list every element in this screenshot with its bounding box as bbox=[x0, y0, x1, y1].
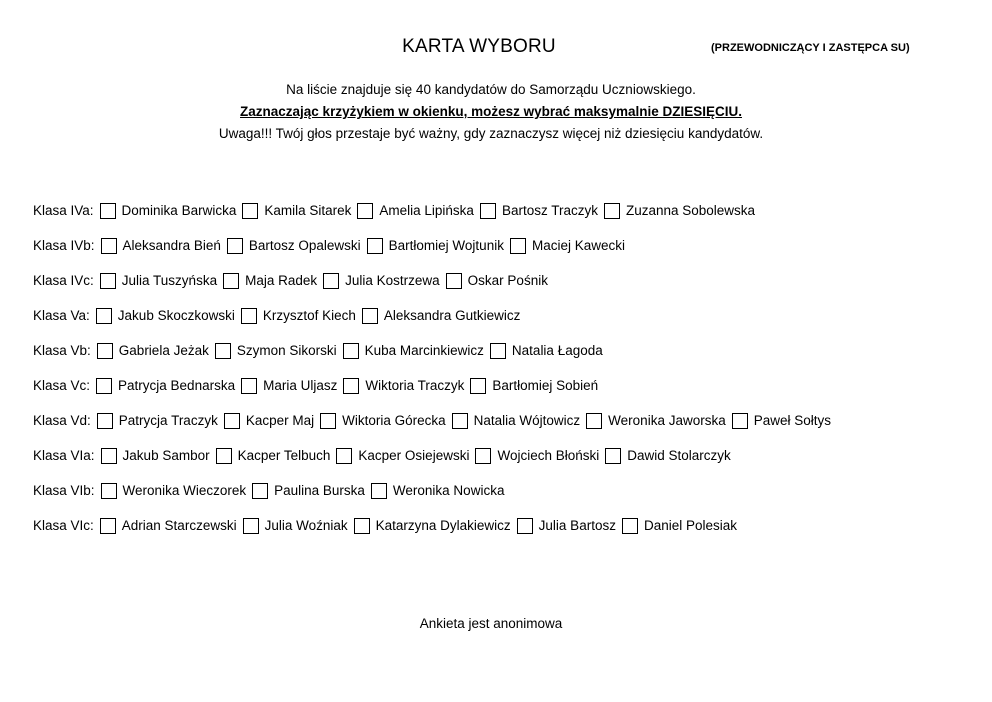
candidate-checkbox[interactable] bbox=[96, 308, 112, 324]
candidate-option bbox=[101, 483, 247, 499]
candidate-checkbox[interactable] bbox=[510, 238, 526, 254]
candidate-option bbox=[371, 483, 505, 499]
candidate-option bbox=[100, 203, 237, 219]
candidate-option bbox=[101, 238, 221, 254]
candidate-option bbox=[367, 238, 504, 254]
candidate-option bbox=[101, 448, 210, 464]
candidate-checkbox[interactable] bbox=[452, 413, 468, 429]
candidate-checkbox[interactable] bbox=[470, 378, 486, 394]
candidate-checkbox[interactable] bbox=[100, 518, 116, 534]
candidate-option bbox=[323, 273, 440, 289]
candidate-name: Oskar Pośnik bbox=[467, 273, 548, 288]
candidate-name: Krzysztof Kiech bbox=[262, 308, 356, 323]
candidate-checkbox[interactable] bbox=[227, 238, 243, 254]
candidate-checkbox[interactable] bbox=[517, 518, 533, 534]
candidate-option bbox=[227, 238, 361, 254]
candidate-name: Natalia Łagoda bbox=[511, 343, 603, 358]
candidate-checkbox[interactable] bbox=[320, 413, 336, 429]
candidate-checkbox[interactable] bbox=[480, 203, 496, 219]
candidate-checkbox[interactable] bbox=[252, 483, 268, 499]
candidate-name: Weronika Wieczorek bbox=[122, 483, 247, 498]
candidate-checkbox[interactable] bbox=[241, 308, 257, 324]
candidate-name: Daniel Polesiak bbox=[643, 518, 738, 533]
class-row bbox=[33, 263, 837, 298]
candidate-option bbox=[223, 273, 317, 289]
candidate-name: Julia Bartosz bbox=[538, 518, 616, 533]
candidate-checkbox[interactable] bbox=[101, 448, 117, 464]
footer-note: Ankieta jest anonimowa bbox=[419, 616, 563, 631]
candidate-option bbox=[216, 448, 331, 464]
instruction-line-1: Na liście znajduje się 40 kandydatów do Samorządu Uczniowskiego. bbox=[286, 82, 696, 97]
class-row bbox=[33, 508, 837, 543]
candidate-checkbox[interactable] bbox=[241, 378, 257, 394]
candidate-option bbox=[96, 378, 235, 394]
candidate-checkbox[interactable] bbox=[101, 483, 117, 499]
class-row bbox=[33, 473, 837, 508]
candidate-name: Adrian Starczewski bbox=[121, 518, 237, 533]
candidate-checkbox[interactable] bbox=[323, 273, 339, 289]
class-label: Klasa Vc: bbox=[33, 378, 91, 393]
candidate-name: Jakub Sambor bbox=[122, 448, 210, 463]
candidate-name: Weronika Nowicka bbox=[392, 483, 505, 498]
class-label: Klasa VIc: bbox=[33, 518, 94, 533]
candidate-name: Julia Kostrzewa bbox=[345, 273, 440, 288]
candidate-option bbox=[452, 413, 581, 429]
candidate-option bbox=[96, 308, 235, 324]
candidate-checkbox[interactable] bbox=[362, 308, 378, 324]
candidate-option bbox=[604, 203, 755, 219]
candidate-checkbox[interactable] bbox=[446, 273, 462, 289]
class-row bbox=[33, 298, 837, 333]
candidate-option bbox=[320, 413, 446, 429]
candidate-name: Aleksandra Bień bbox=[122, 238, 221, 253]
candidate-option bbox=[241, 308, 356, 324]
candidate-checkbox[interactable] bbox=[100, 273, 116, 289]
class-label: Klasa IVc: bbox=[33, 273, 94, 288]
candidate-name: Natalia Wójtowicz bbox=[473, 413, 581, 428]
candidate-option bbox=[100, 518, 237, 534]
candidate-option bbox=[336, 448, 469, 464]
class-row bbox=[33, 193, 837, 228]
candidate-list bbox=[33, 193, 837, 543]
candidate-option bbox=[224, 413, 314, 429]
candidate-checkbox[interactable] bbox=[586, 413, 602, 429]
candidate-name: Paulina Burska bbox=[274, 483, 365, 498]
candidate-option bbox=[480, 203, 598, 219]
candidate-name: Dominika Barwicka bbox=[121, 203, 237, 218]
candidate-checkbox[interactable] bbox=[357, 203, 373, 219]
candidate-name: Gabriela Jeżak bbox=[118, 343, 209, 358]
candidate-name: Jakub Skoczkowski bbox=[117, 308, 235, 323]
candidate-name: Maria Uljasz bbox=[263, 378, 338, 393]
candidate-name: Kamila Sitarek bbox=[264, 203, 352, 218]
instruction-line-3: Uwaga!!! Twój głos przestaje być ważny, gdy zaznaczysz więcej niż dziesięciu kandydatów. bbox=[218, 126, 764, 141]
page-subtitle: (PRZEWODNICZĄCY I ZASTĘPCA SU) bbox=[711, 42, 910, 54]
class-row bbox=[33, 438, 837, 473]
candidate-option bbox=[362, 308, 521, 324]
candidate-option bbox=[343, 343, 484, 359]
candidate-option bbox=[470, 378, 598, 394]
candidate-checkbox[interactable] bbox=[96, 378, 112, 394]
class-row bbox=[33, 368, 837, 403]
candidate-name: Aleksandra Gutkiewicz bbox=[383, 308, 521, 323]
candidate-name: Patrycja Traczyk bbox=[118, 413, 218, 428]
candidate-checkbox[interactable] bbox=[216, 448, 232, 464]
class-label: Klasa Vb: bbox=[33, 343, 91, 358]
candidate-name: Kacper Telbuch bbox=[237, 448, 331, 463]
class-row bbox=[33, 333, 837, 368]
candidate-checkbox[interactable] bbox=[223, 273, 239, 289]
candidate-option bbox=[357, 203, 474, 219]
candidate-option bbox=[97, 343, 209, 359]
candidate-name: Kacper Maj bbox=[245, 413, 315, 428]
candidate-name: Maja Radek bbox=[245, 273, 318, 288]
class-row bbox=[33, 228, 837, 263]
candidate-option bbox=[241, 378, 337, 394]
candidate-name: Dawid Stolarczyk bbox=[627, 448, 731, 463]
candidate-option bbox=[354, 518, 511, 534]
class-label: Klasa Vd: bbox=[33, 413, 91, 428]
candidate-name: Bartosz Traczyk bbox=[501, 203, 598, 218]
candidate-checkbox[interactable] bbox=[101, 238, 117, 254]
candidate-option bbox=[100, 273, 217, 289]
candidate-option bbox=[517, 518, 616, 534]
candidate-checkbox[interactable] bbox=[371, 483, 387, 499]
candidate-checkbox[interactable] bbox=[97, 343, 113, 359]
candidate-name: Bartosz Opalewski bbox=[248, 238, 361, 253]
candidate-checkbox[interactable] bbox=[605, 448, 621, 464]
candidate-option bbox=[343, 378, 464, 394]
candidate-checkbox[interactable] bbox=[343, 378, 359, 394]
page-title: KARTA WYBORU bbox=[402, 36, 556, 57]
candidate-checkbox[interactable] bbox=[604, 203, 620, 219]
candidate-option bbox=[446, 273, 548, 289]
class-label: Klasa Va: bbox=[33, 308, 90, 323]
class-label: Klasa VIa: bbox=[33, 448, 95, 463]
candidate-checkbox[interactable] bbox=[97, 413, 113, 429]
candidate-checkbox[interactable] bbox=[242, 203, 258, 219]
candidate-checkbox[interactable] bbox=[354, 518, 370, 534]
candidate-name: Szymon Sikorski bbox=[236, 343, 337, 358]
class-row bbox=[33, 403, 837, 438]
candidate-name: Bartłomiej Sobień bbox=[492, 378, 599, 393]
candidate-checkbox[interactable] bbox=[215, 343, 231, 359]
candidate-name: Patrycja Bednarska bbox=[118, 378, 236, 393]
candidate-name: Amelia Lipińska bbox=[379, 203, 474, 218]
candidate-name: Julia Woźniak bbox=[264, 518, 348, 533]
candidate-checkbox[interactable] bbox=[336, 448, 352, 464]
candidate-checkbox[interactable] bbox=[243, 518, 259, 534]
class-label: Klasa VIb: bbox=[33, 483, 95, 498]
instruction-line-2: Zaznaczając krzyżykiem w okienku, możesz wybrać maksymalnie DZIESIĘCIU. bbox=[240, 104, 742, 119]
candidate-option bbox=[622, 518, 737, 534]
candidate-checkbox[interactable] bbox=[100, 203, 116, 219]
candidate-name: Zuzanna Sobolewska bbox=[625, 203, 756, 218]
candidate-option bbox=[242, 203, 351, 219]
candidate-checkbox[interactable] bbox=[475, 448, 491, 464]
candidate-option bbox=[510, 238, 625, 254]
candidate-option bbox=[252, 483, 365, 499]
candidate-option bbox=[732, 413, 831, 429]
candidate-checkbox[interactable] bbox=[622, 518, 638, 534]
candidate-checkbox[interactable] bbox=[732, 413, 748, 429]
class-label: Klasa IVb: bbox=[33, 238, 95, 253]
candidate-name: Wiktoria Traczyk bbox=[365, 378, 465, 393]
class-label: Klasa IVa: bbox=[33, 203, 94, 218]
candidate-option bbox=[243, 518, 348, 534]
candidate-option bbox=[215, 343, 337, 359]
candidate-option bbox=[490, 343, 603, 359]
candidate-name: Wojciech Błoński bbox=[497, 448, 600, 463]
candidate-option bbox=[586, 413, 726, 429]
candidate-name: Wiktoria Górecka bbox=[342, 413, 446, 428]
candidate-option bbox=[475, 448, 599, 464]
candidate-checkbox[interactable] bbox=[490, 343, 506, 359]
candidate-checkbox[interactable] bbox=[367, 238, 383, 254]
candidate-name: Katarzyna Dylakiewicz bbox=[375, 518, 511, 533]
candidate-name: Kuba Marcinkiewicz bbox=[364, 343, 484, 358]
candidate-name: Weronika Jaworska bbox=[608, 413, 726, 428]
candidate-option bbox=[605, 448, 731, 464]
candidate-name: Maciej Kawecki bbox=[531, 238, 625, 253]
candidate-name: Julia Tuszyńska bbox=[121, 273, 218, 288]
candidate-option bbox=[97, 413, 218, 429]
candidate-name: Paweł Sołtys bbox=[753, 413, 832, 428]
candidate-name: Bartłomiej Wojtunik bbox=[388, 238, 504, 253]
candidate-checkbox[interactable] bbox=[224, 413, 240, 429]
candidate-checkbox[interactable] bbox=[343, 343, 359, 359]
candidate-name: Kacper Osiejewski bbox=[358, 448, 470, 463]
